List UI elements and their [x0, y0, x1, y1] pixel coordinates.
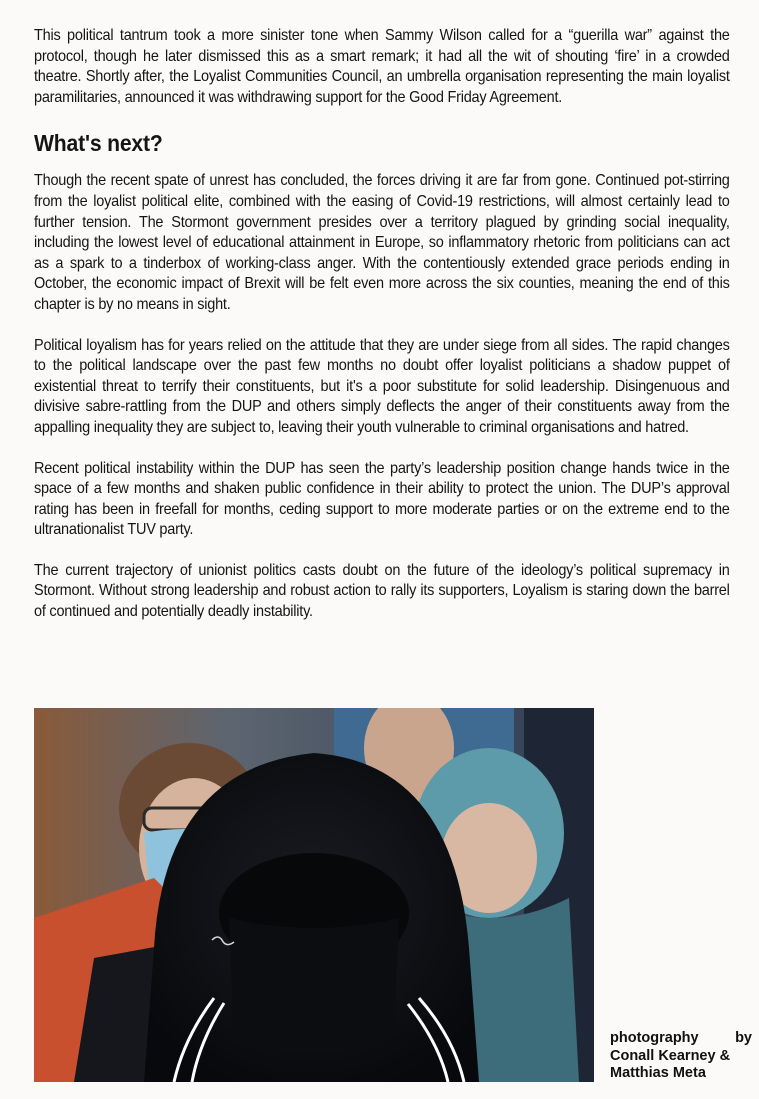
credit-photographer-2: Matthias Meta	[610, 1065, 706, 1081]
photo-credit	[610, 1030, 755, 1083]
credit-word-by: by	[735, 1030, 752, 1046]
paragraph-trajectory: The current trajectory of unionist politics casts doubt on the future of the ideology’s political supremacy in Stormont. Without strong leadership and robust action to rally its supporters, Loyalism is staring down the barrel of continued and potentially deadly instability.	[34, 561, 730, 621]
credit-word-photography: photography	[610, 1030, 699, 1046]
paragraph-loyalism: Political loyalism has for years relied on the attitude that they are under siege from all sides. The rapid changes to the political landscape over the past few months no doubt offer loyalist politicians a shadow puppet of existential threat to terrify their constituents, but it's a poor substitute for solid leadership. Disingenuous and divisive sabre-rattling from the DUP and others simply deflects the anger of their constituents away from the appalling inequality they are subject to, leaving their youth vulnerable to criminal organisations and hatred.	[34, 336, 730, 436]
section-heading: What's next?	[34, 130, 163, 157]
intro-paragraph: This political tantrum took a more sinister tone when Sammy Wilson called for a “guerilla war” against the protocol, though he later dismissed this as a smart remark; it had all the wit of shouting ‘fire’ in a crowded theatre. Shortly after, the Loyalist Communities Council, an umbrella organisation representing the main loyalist paramilitaries, announced it was withdrawing support for the Good Friday Agreement.	[34, 27, 730, 106]
article-body	[34, 26, 730, 623]
crowd-photograph	[34, 708, 594, 1082]
paragraph-dup-instability: Recent political instability within the DUP has seen the party’s leadership position change hands twice in the space of a few months and shaken public confidence in their ability to protect the union. The DUP’s approval rating has been in freefall for months, ceding support to more moderate parties or on the extreme end to the ultranationalist TUV party.	[34, 459, 730, 539]
credit-photographer-1: Conall Kearney &	[610, 1047, 731, 1064]
paragraph-outlook: Though the recent spate of unrest has concluded, the forces driving it are far from gone. Continued pot-stirring from the loyalist political elite, combined with the easing of Covid-19 restrictions, will almost certainly lead to further tension. The Stormont government presides over a territory plagued by grinding social inequality, including the lowest level of educational attainment in Europe, so inflammatory rhetoric from politicians can act as a spark to a tinderbox of working-class anger. With the contentiously extended grace periods ending in October, the economic impact of Brexit will be felt even more across the six counties, meaning the end of this chapter is by no means in sight.	[34, 172, 730, 313]
